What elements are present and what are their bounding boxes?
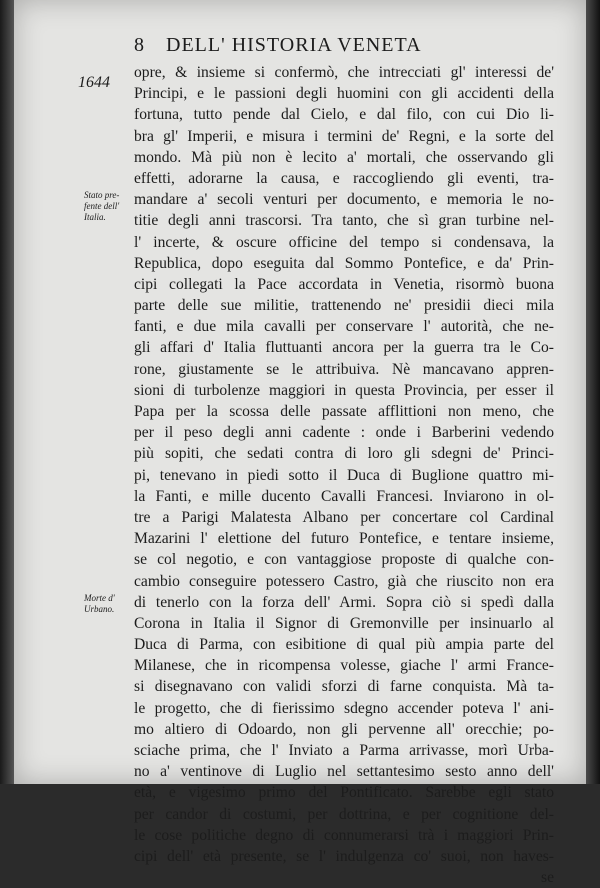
text-line: mo altiero di Odoardo, non gli pervenne all' orecchie; po- bbox=[134, 720, 554, 738]
text-line: cipi collegati la Pace accordata in Venetia, risormò buona bbox=[134, 275, 554, 293]
text-line: fanti, e due mila cavalli per conservare l' autorità, che ne- bbox=[134, 318, 554, 336]
text-line: si disegnavano con validi sforzi di farne conquista. Mà ta- bbox=[134, 678, 554, 696]
text-line: per candor di costumi, per dottrina, e per cognitione del- bbox=[134, 805, 554, 823]
text-line: più sopiti, che sedati contra di loro gli sdegni de' Princi- bbox=[134, 445, 554, 463]
text-line: di tenerlo con la forza dell' Armi. Sopra ciò si spedì dalla bbox=[134, 593, 554, 611]
text-line: Republica, dopo eseguita dal Sommo Pontefice, e da' Prin- bbox=[134, 254, 554, 272]
text-line: titie degli anni trascorsi. Tra tanto, che sì gran turbine nel- bbox=[134, 212, 554, 230]
text-line: Principi, e le passioni degli huomini con gli accidenti della bbox=[134, 85, 554, 103]
text-line: la Fanti, e mille ducento Cavalli Francesi. Inviarono in ol- bbox=[134, 487, 554, 505]
text-line: età, e vigesimo primo del Pontificato. Sarebbe egli stato bbox=[134, 784, 554, 802]
text-line: fortuna, tutto pende dal Cielo, e dal filo, con cui Dio li- bbox=[134, 106, 554, 124]
text-line: Duca di Parma, con esibitione di qual più ampia parte del bbox=[134, 636, 554, 654]
margin-note-line: Morte d' bbox=[84, 593, 115, 603]
text-line: Papa per la scossa delle passate afflittioni non meno, che bbox=[134, 403, 554, 420]
text-line: opre, & insieme si confermò, che intrecciati gl' interessi de' bbox=[134, 64, 554, 81]
margin-year: 1644 bbox=[78, 74, 110, 91]
binding-shadow-right bbox=[586, 0, 600, 784]
text-line: sciache prima, che l' Inviato a Parma arrivasse, morì Urba- bbox=[134, 742, 554, 759]
text-line: cipi dell' età presente, se l' indulgenza co' suoi, non haves- bbox=[134, 847, 554, 865]
text-line: mandare a' secoli venturi per documento, e memoria le no- bbox=[134, 191, 554, 209]
text-line: se bbox=[541, 869, 554, 887]
text-line: gli affari d' Italia fluttuanti ancora per la guerra tra le Co- bbox=[134, 339, 554, 357]
running-title: DELL' HISTORIA VENETA bbox=[166, 34, 422, 56]
margin-note-line: Italia. bbox=[84, 212, 106, 222]
text-line: Mazarini l' elettione del futuro Pontefice, e tentare insieme, bbox=[134, 530, 554, 548]
margin-note-morte bbox=[84, 593, 134, 615]
binding-shadow-left bbox=[0, 0, 14, 784]
margin-note-line: Stato pre- bbox=[84, 190, 120, 200]
running-header bbox=[134, 34, 554, 57]
text-line: parte delle sue militie, trattenendo ne' presidii dieci mila bbox=[134, 297, 554, 315]
text-line: rone, giustamente se le attribuiva. Nè mancavano appren- bbox=[134, 360, 554, 378]
text-line: tre a Parigi Malatesta Albano per concertare col Cardinal bbox=[134, 508, 554, 526]
text-line: le progetto, che di fierissimo sdegno accender poteva l' ani- bbox=[134, 699, 554, 717]
text-line: sioni di turbolenze maggiori in questa Provincia, per esser il bbox=[134, 381, 554, 399]
text-line: bra gl' Imperii, e misura i termini de' Regni, e la sorte del bbox=[134, 127, 554, 145]
text-line: mondo. Mà più non è lecito a' mortali, che osservando gli bbox=[134, 148, 554, 166]
text-line: cambio conseguire potessero Castro, già che riuscito non era bbox=[134, 572, 554, 590]
text-line: no a' ventinove di Luglio nel settantesimo sesto anno dell' bbox=[134, 763, 554, 781]
text-line: le cose politiche degno di connumerarsi trà i maggiori Prin- bbox=[134, 826, 554, 844]
text-line: pi, tenevano in piedi sotto il Duca di Buglione quattro mi- bbox=[134, 466, 554, 484]
text-line: effetti, adorarne la causa, e raccogliendo gli eventi, tra- bbox=[134, 169, 554, 187]
book-page bbox=[14, 0, 586, 887]
text-line: l' incerte, & oscure officine del tempo si condensava, la bbox=[134, 233, 554, 251]
text-line: se col negotio, e con vantaggiose proposte di qualche con- bbox=[134, 551, 554, 569]
body-text bbox=[134, 62, 554, 888]
margin-note-line: fente dell' bbox=[84, 201, 120, 211]
text-line: Corona in Italia il Signor di Gremonville per insinuarlo al bbox=[134, 614, 554, 632]
text-line: Milanese, che in ricompensa volesse, giache l' armi France- bbox=[134, 657, 554, 675]
page-number: 8 bbox=[134, 34, 145, 56]
text-line: per il peso degli anni cadente : onde i Barberini vedendo bbox=[134, 424, 554, 442]
margin-note-line: Urbano. bbox=[84, 604, 115, 614]
margin-note-stato bbox=[84, 190, 134, 223]
